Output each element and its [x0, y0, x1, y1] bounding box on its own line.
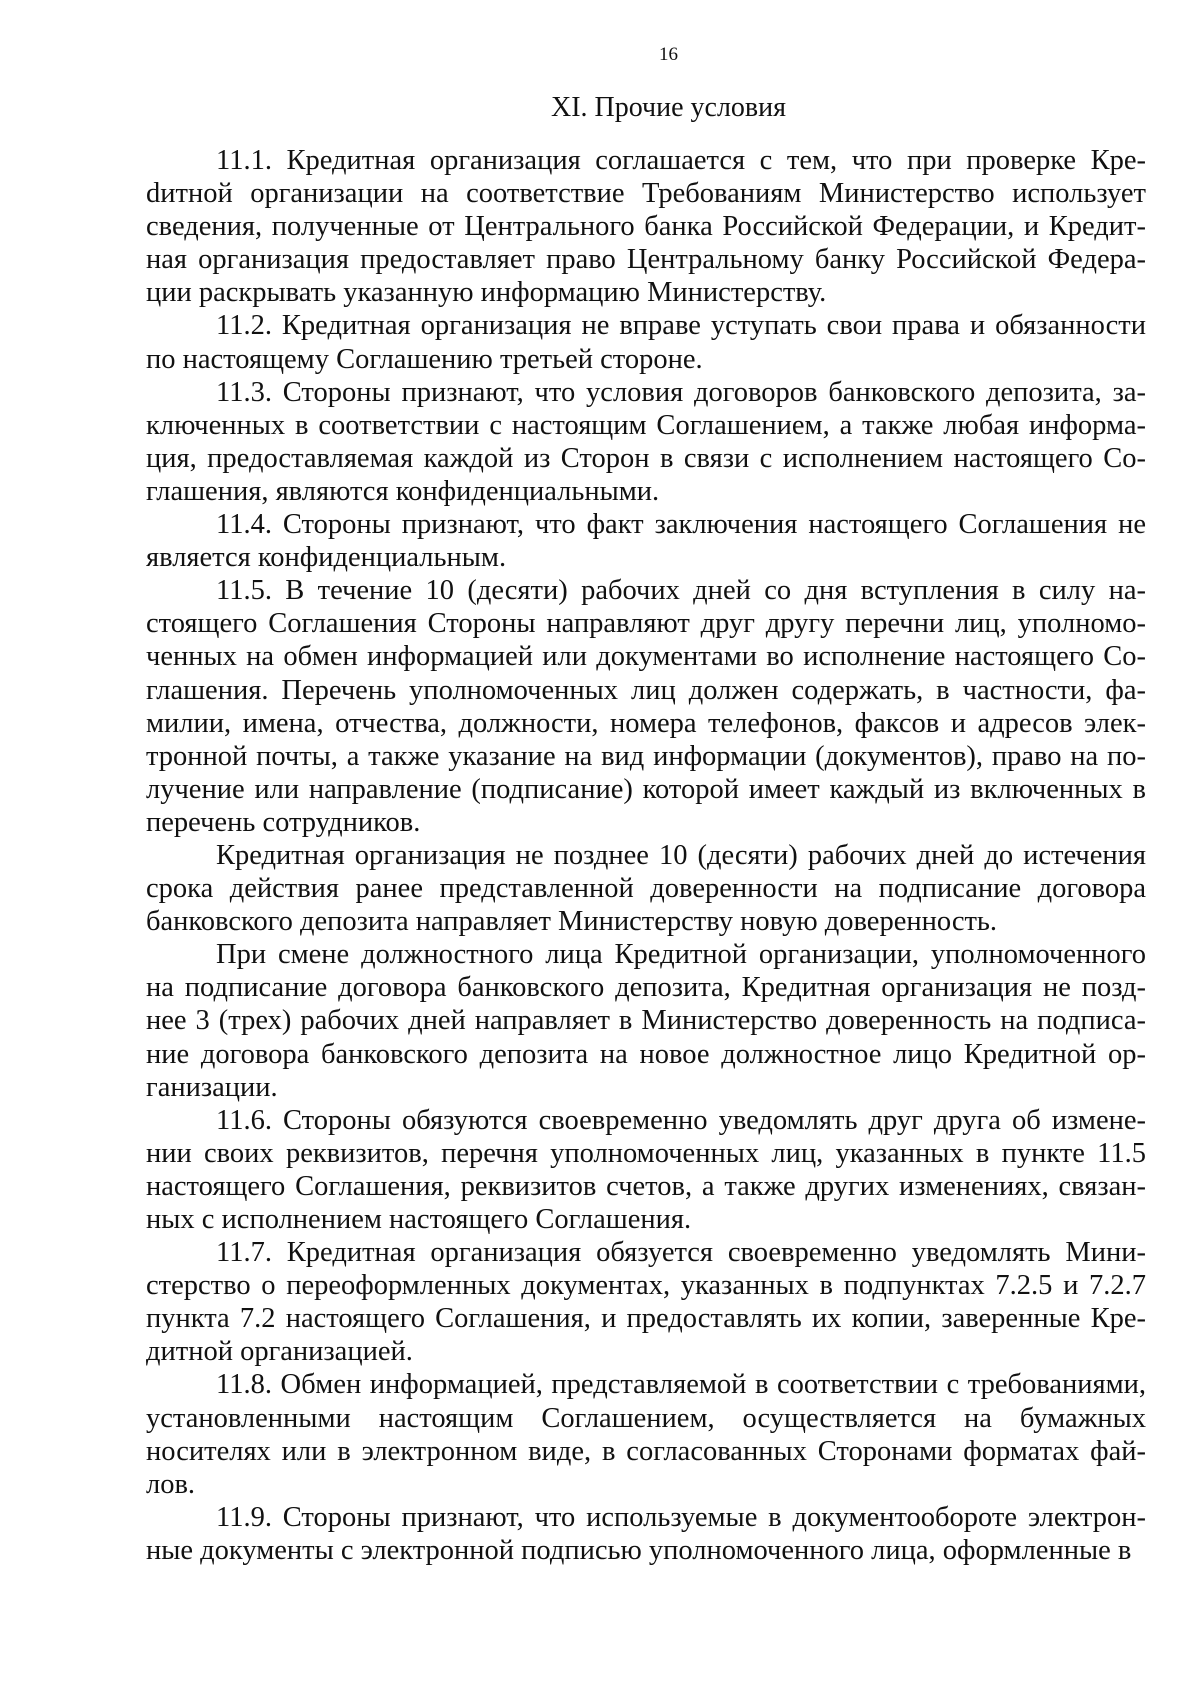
section-title: XI. Прочие условия: [550, 92, 787, 123]
paragraph-11-7: 11.7. Кредитная организация обязуется своевременно уведомлять Министерство о переоформленных документах, указанных в подпунктах 7.2.5 и 7.2.7 пункта 7.2 настоящего Соглашения, и предоставлять их копии, заверенные Кредитной организацией.: [146, 1237, 1146, 1368]
paragraph-11-3: 11.3. Стороны признают, что условия договоров банковского депозита, заключенных в соответствии с настоящим Соглашением, а также любая информация, предоставляемая каждой из Сторон в связи с исполнением настоящего Соглашения, являются конфиденциальными.: [146, 376, 1146, 507]
paragraph-11-9: 11.9. Стороны признают, что используемые в документообороте электронные документы с электронной подписью уполномоченного лица, оформленные в: [146, 1501, 1146, 1566]
paragraph-11-4: 11.4. Стороны признают, что факт заключения настоящего Соглашения не является конфиденциальным.: [146, 509, 1146, 574]
paragraph-11-5-official-change: При смене должностного лица Кредитной организации, уполномоченного на подписание договора банковского депозита, Кредитная организация не позднее 3 (трех) рабочих дней направляет в Министерство доверенность на подписание договора банковского депозита на новое должностное лицо Кредитной организации.: [146, 939, 1146, 1103]
paragraph-11-1: 11.1. Кредитная организация соглашается с тем, что при проверке Креdитной организации на соответствие Требованиям Министерство использует сведения, полученные от Центрального банка Российской Федерации, и Кредитная организация предоставляет право Центральному банку Российской Федерации раскрывать указанную информацию Министерству.: [146, 145, 1146, 309]
paragraph-11-5: 11.5. В течение 10 (десяти) рабочих дней со дня вступления в силу настоящего Соглашения Стороны направляют друг другу перечни лиц, уполномоченных на обмен информацией или документами во исполнение настоящего Соглашения. Перечень уполномоченных лиц должен содержать, в частности, фамилии, имена, отчества, должности, номера телефонов, факсов и адресов электронной почты, а также указание на вид информации (документов), право на получение или направление (подписание) которой имеет каждый из включенных в перечень сотрудников.: [146, 575, 1146, 838]
paragraph-11-6: 11.6. Стороны обязуются своевременно уведомлять друг друга об изменении своих реквизитов, перечня уполномоченных лиц, указанных в пункте 11.5 настоящего Соглашения, реквизитов счетов, а также других изменениях, связанных с исполнением настоящего Соглашения.: [146, 1104, 1146, 1235]
paragraph-11-8: 11.8. Обмен информацией, представляемой в соответствии с требованиями, установленными настоящим Соглашением, осуществляется на бумажных носителях или в электронном виде, в согласованных Сторонами форматах файлов.: [146, 1369, 1146, 1500]
paragraph-11-5-proxy-renewal: Кредитная организация не позднее 10 (десяти) рабочих дней до истечения срока действия ранее представленной доверенности на подписание договора банковского депозита направляет Министерству новую доверенность.: [146, 839, 1146, 938]
paragraph-11-2: 11.2. Кредитная организация не вправе уступать свои права и обязанности по настоящему Соглашению третьей стороне.: [146, 310, 1146, 375]
page-number: 16: [659, 44, 678, 65]
